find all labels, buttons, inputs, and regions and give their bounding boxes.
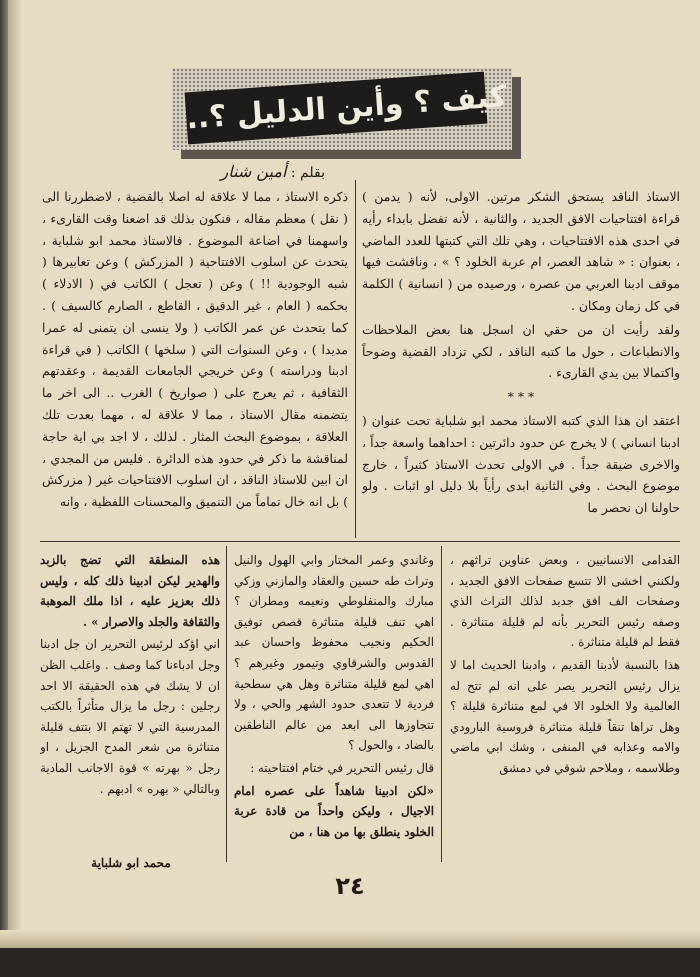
background-below-page	[0, 948, 700, 977]
column-divider	[441, 546, 442, 862]
paragraph: ذكره الاستاذ ، مما لا علاقة له اصلا بالقضية ، لاضطررنا الى ( نقل ) معظم مقاله ، فنكون بذلك قد اضعنا وقت القارىء ، واسهمنا في اضاعة الموضوع . فالاستاذ محمد ابو شلباية ، يتحدث عن اسلوب الافتتاحية ( المزركش ) وعن تعابيرها ( شبه الوجودية !! ) وعن ( تعجل ) الكاتب في ( الادلاء ) بحكمه ( العام ، غير الدقيق ، القاطع ، الصارم كالسيف ) . كما يتحدث عن عمر الكاتب ( ولا ينسى ان يتمنى له عمرا مديدا ) ، وعن السنوات التي ( سلخها ) الكاتب ( في قراءة ادبنا ودراسته ) وعن خريجي الجامعات القديمة ، وعقدتهم الثقافية ، ثم يعرج على ( صواريخ ) الغرب .. الى اخر ما يتضمنه مقال الاستاذ ، مما لا علاقة له ، مهما بعدت تلك العلاقة ، بموضوع البحث المثار . لذلك ، لا اجد بي اية حاجة لمناقشة ما ذكر في حدود هذه الدائرة . فليس من المجدي ، ان ابين للاستاذ الناقد ، ان اسلوب الافتتاحيات غير ( مزركش ) بل انه خال تماماً من التنميق والمحسنات اللفظية ، وانه	[42, 189, 348, 510]
page-edge-shadow	[8, 0, 22, 977]
quote: «لكن ادبينا شاهداً على عصره امام الاجيال ، وليكن واحداً من قادة عربة الخلود ينطلق بها من هنا ، من	[234, 783, 434, 839]
quote-continuation: هذه المنطقة التي تضج بالزبد والهدير ليكن ادبينا ذلك كله ، وليس ذلك بعزيز عليه ، اذا ملك الموهبة والثقافة والجلد والاصرار » .	[40, 553, 220, 629]
page-number: ٢٤	[335, 872, 365, 900]
paragraph: وغاندي وعمر المختار وابي الهول والنيل وتراث طه حسين والعقاد والمازني وزكي مبارك والمنفلوطي ونعيمه ومطران ؟ اهي تنف قليلة متناثرة قصص توفيق الحكيم ونجيب محفوظ واحسان عبد القدوس والشرقاوي وتيمور وغيرهم ؟ اهي لمع قليلة متناثرة وهل هي سطحية فردية لا تتعدى حدود الشهر والحي ، ولا تتجاوزها الى ابعد من عالم الناطقين بالضاد ، والحول ؟	[234, 553, 434, 753]
top-right-column	[362, 186, 680, 538]
bottom-right-column	[450, 550, 680, 862]
signature: محمد ابو شلباية	[91, 856, 171, 870]
byline	[180, 162, 325, 181]
bottom-left-column	[40, 550, 220, 862]
article-title: ..كيف ؟ وأين الدليل ؟	[185, 79, 508, 137]
book-binding	[0, 0, 8, 977]
paragraph: اعتقد ان هذا الذي كتبه الاستاذ محمد ابو شلباية تحت عنوان ( ادبنا انساني ) لا يخرج عن حدود دائرتين : احداهما واسعة جداً ، والاخرى ضيقة جداً . في الاولى تحدث الاستاذ كثيراً ، خارج موضوع البحث . وفي الثانية ابدى رأياً بلا دليل او اثبات . ولو حاولنا ان نحصر ما	[362, 412, 680, 516]
page-bottom-edge	[0, 930, 700, 948]
bottom-middle-column	[234, 550, 434, 862]
byline-label: بقلم :	[290, 165, 325, 181]
paragraph: الاستاذ الناقد يستحق الشكر مرتين. الاولى، لأنه ( يدمن ) قراءة افتتاحيات الافق الجديد ، والثانية ، لأنه تفضل بابداء رأيه في احدى هذه الافتتاحيات ، وهي تلك التي كتبتها للعدد الماضي ، بعنوان : « شاهد العصر، ام عربة الخلود ؟ » ، وناقشت فيها موقف ادبنا العربي من عصره ، ورصيده من ( انسانية ) الكلمة في كل زمان ومكان .	[362, 189, 680, 313]
column-divider	[226, 546, 227, 862]
section-separator: * * *	[507, 389, 535, 405]
quote-intro: قال رئيس التحرير في ختام افتتاحيته :	[250, 760, 434, 775]
top-left-column	[42, 186, 348, 538]
paragraph: القدامى الانسانيين ، وبعض عناوين تراثهم ، ولكنني اخشى الا تتسع صفحات الافق الجديد ، وصفحات الف افق جديد لذلك التراث الذي وصفه رئيس التحرير بأنه لم قليلة متناثرة . فقط لم قليلة متناثرة .	[450, 553, 680, 650]
paragraph: هذا بالنسبة لأدبنا القديم ، وادبنا الحديث اما لا يزال رئيس التحرير يصر على انه لم تتح له العالمية ولا الخلود الا في لمع متناثرة قليلة ؟ وهل تراها تنقاً قليلة متناثرة فروسية البارودي والامه وعذابه في المنفى ، وشك ابي ماضي وطلاسمه ، وملاحم شوقي في دمشق	[450, 657, 680, 775]
section-divider	[40, 541, 680, 542]
paragraph: ولقد رأيت ان من حقي ان اسجل هنا بعض الملاحظات والانطباعات ، حول ما كتبه الناقد ، لكي تزداد القضية وضوحاً واكتمالا بين يدي القارىء .	[362, 321, 680, 381]
paragraph: اني اؤكد لرئيس التحرير ان جل ادبنا وجل ادباءنا كما وصف . واغلب الظن ان لا يشك في هذه الحقيقة الا احد رجلين : رجل ما يزال متأثراً بالكتب المدرسية التي لا تهتم الا بتتف قليلة متناثرة من شعر المدح الجزيل ، او رجل « بهرته » قوة الاجانب المادية وبالتالي « بهره » ادبهم .	[40, 637, 220, 796]
column-divider	[355, 180, 356, 538]
author-name: أمين شنار	[220, 162, 287, 181]
